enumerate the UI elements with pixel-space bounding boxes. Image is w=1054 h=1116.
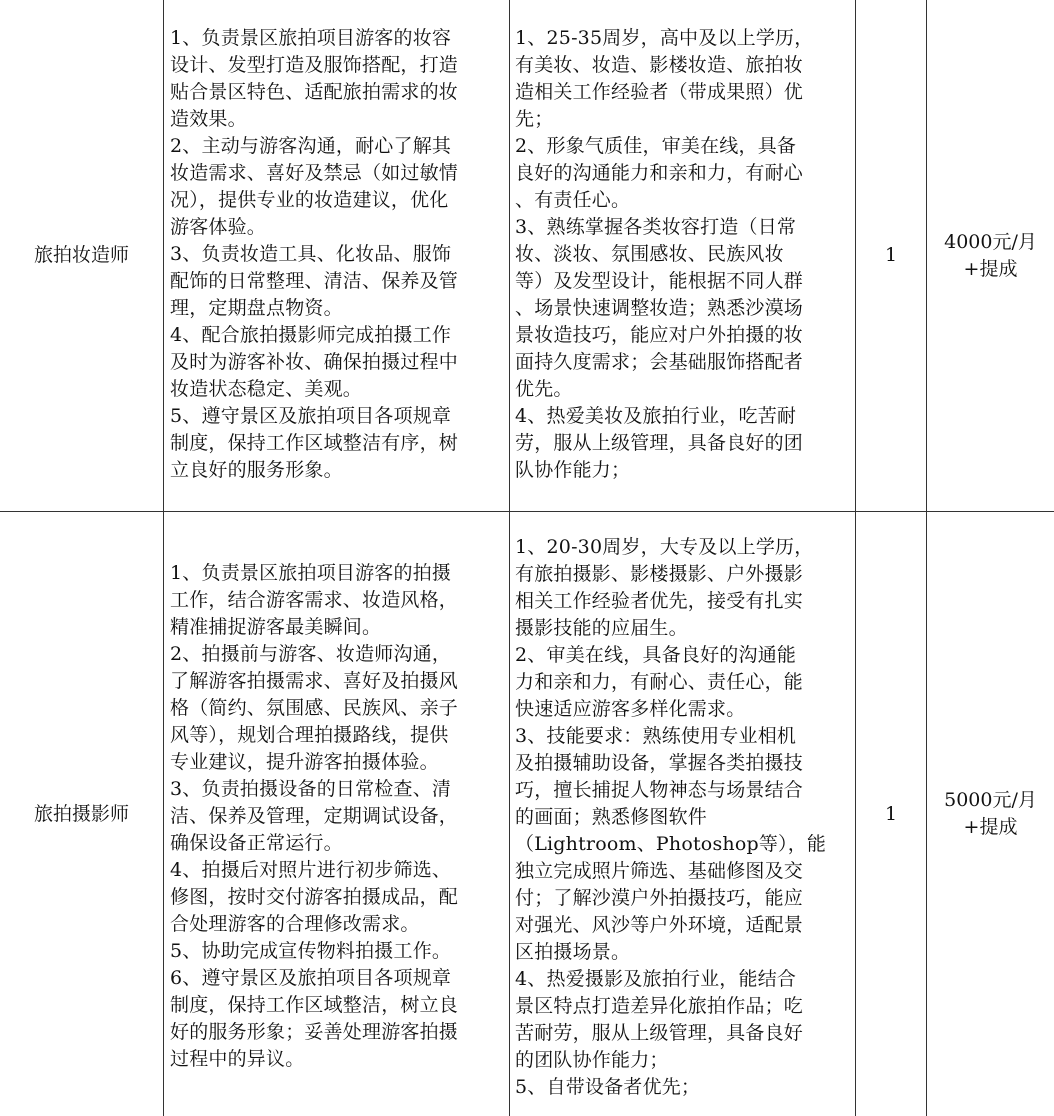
duty-line: 1、负责景区旅拍项目游客的妆容: [170, 27, 452, 49]
duty-line: 造效果。: [170, 108, 247, 130]
requirement-line: 面持久度需求；会基础服饰搭配者: [515, 351, 804, 373]
requirement-line: 4、热爱摄影及旅拍行业，能结合: [515, 968, 797, 990]
requirement-line: 相关工作经验者优先，接受有扎实: [515, 590, 804, 612]
duties-cell: [164, 0, 509, 511]
requirement-line: 、场景快速调整妆造；熟悉沙漠场: [515, 297, 804, 319]
requirement-line: 快速适应游客多样化需求。: [515, 698, 746, 720]
requirement-line: 劳，服从上级管理，具备良好的团: [515, 432, 804, 454]
headcount: 1: [884, 244, 898, 266]
requirement-line: 1、25-35周岁，高中及以上学历，: [515, 27, 814, 49]
requirement-line: 良好的沟通能力和亲和力，有耐心: [515, 162, 804, 184]
requirements-cell: [510, 0, 855, 511]
salary-amount: 4000元/月: [944, 230, 1037, 253]
duty-line: 了解游客拍摄需求、喜好及拍摄风: [170, 670, 459, 692]
requirements-text: [515, 25, 855, 484]
requirement-line: 先；: [515, 108, 554, 130]
duty-line: 格（简约、氛围感、民族风、亲子: [170, 697, 459, 719]
requirement-line: 3、技能要求：熟练使用专业相机: [515, 725, 797, 747]
duty-line: 3、负责妆造工具、化妆品、服饰: [170, 243, 452, 265]
duty-line: 5、遵守景区及旅拍项目各项规章: [170, 405, 452, 427]
duty-line: 3、负责拍摄设备的日常检查、清: [170, 778, 452, 800]
headcount-cell: [856, 512, 926, 1116]
requirement-line: 苦耐劳，服从上级管理，具备良好: [515, 1022, 804, 1044]
duty-line: 风等），规划合理拍摄路线，提供: [170, 724, 449, 746]
salary-bonus: +提成: [963, 257, 1018, 280]
requirement-line: 的画面；熟悉修图软件: [515, 806, 708, 828]
requirement-line: 2、形象气质佳，审美在线，具备: [515, 135, 797, 157]
requirement-line: 付；了解沙漠户外拍摄技巧，能应: [515, 887, 804, 909]
salary-bonus: +提成: [963, 816, 1018, 838]
requirement-line: 的团队协作能力；: [515, 1049, 669, 1071]
duty-line: 5、协助完成宣传物料拍摄工作。: [170, 940, 452, 962]
duty-line: 工作，结合游客需求、妆造风格，: [170, 589, 459, 611]
requirement-line: 等）及发型设计，能根据不同人群: [515, 270, 804, 292]
salary-cell: [927, 0, 1054, 511]
duty-line: 妆造需求、喜好及禁忌（如过敏情: [170, 162, 459, 184]
requirement-line: 队协作能力；: [515, 459, 631, 481]
duty-line: 确保设备正常运行。: [170, 832, 343, 854]
duty-line: 游客体验。: [170, 216, 267, 238]
duty-line: 好的服务形象；妥善处理游客拍摄: [170, 1021, 459, 1043]
requirement-line: 巧，擅长捕捉人物神态与场景结合: [515, 779, 804, 801]
duties-text: [170, 560, 509, 1073]
requirement-line: 摄影技能的应届生。: [515, 617, 688, 639]
requirement-line: 1、20-30周岁，大专及以上学历，: [515, 536, 814, 558]
requirement-line: 有旅拍摄影、影楼摄影、户外摄影: [515, 563, 804, 585]
duties-cell: [164, 512, 509, 1116]
requirement-line: 2、审美在线，具备良好的沟通能: [515, 644, 797, 666]
table-row: [0, 0, 1054, 511]
duty-line: 4、配合旅拍摄影师完成拍摄工作: [170, 324, 452, 346]
duty-line: 专业建议，提升游客拍摄体验。: [170, 751, 439, 773]
duty-line: 设计、发型打造及服饰搭配，打造: [170, 54, 459, 76]
duty-line: 配饰的日常整理、清洁、保养及管: [170, 270, 459, 292]
position-cell: [0, 512, 163, 1116]
requirement-line: 对强光、风沙等户外环境，适配景: [515, 914, 804, 936]
duty-line: 妆造状态稳定、美观。: [170, 378, 363, 400]
position-name: 旅拍摄影师: [33, 802, 129, 825]
duty-line: 过程中的异议。: [170, 1048, 305, 1070]
position-name: 旅拍妆造师: [33, 244, 129, 266]
duty-line: 况），提供专业的妆造建议，优化: [170, 189, 449, 211]
salary-cell: [927, 512, 1054, 1116]
requirements-text: [515, 534, 855, 1101]
requirements-cell: [510, 512, 855, 1116]
headcount-cell: [856, 0, 926, 511]
requirement-line: 景区特点打造差异化旅拍作品；吃: [515, 995, 804, 1017]
duty-line: 制度，保持工作区域整洁，树立良: [170, 994, 459, 1016]
table-row: [0, 512, 1054, 1116]
requirement-line: 独立完成照片筛选、基础修图及交: [515, 860, 804, 882]
duty-line: 4、拍摄后对照片进行初步筛选、: [170, 859, 452, 881]
salary-amount: 5000元/月: [944, 789, 1037, 811]
requirement-line: （Lightroom、Photoshop等），能: [515, 833, 827, 855]
requirement-line: 及拍摄辅助设备，掌握各类拍摄技: [515, 752, 804, 774]
requirement-line: 有美妆、妆造、影楼妆造、旅拍妆: [515, 54, 804, 76]
duty-line: 及时为游客补妆、确保拍摄过程中: [170, 351, 459, 373]
requirement-line: 优先。: [515, 378, 573, 400]
duty-line: 2、拍摄前与游客、妆造师沟通，: [170, 643, 452, 665]
duty-line: 合处理游客的合理修改需求。: [170, 913, 420, 935]
duty-line: 6、遵守景区及旅拍项目各项规章: [170, 967, 452, 989]
duty-line: 制度，保持工作区域整洁有序，树: [170, 432, 459, 454]
duty-line: 立良好的服务形象。: [170, 459, 343, 481]
duties-text: [170, 25, 509, 484]
duty-line: 1、负责景区旅拍项目游客的拍摄: [170, 562, 452, 584]
duty-line: 修图，按时交付游客拍摄成品，配: [170, 886, 459, 908]
duty-line: 理，定期盘点物资。: [170, 297, 343, 319]
headcount: 1: [884, 802, 898, 825]
requirement-line: 景妆造技巧，能应对户外拍摄的妆: [515, 324, 804, 346]
duty-line: 精准捕捉游客最美瞬间。: [170, 616, 382, 638]
position-cell: [0, 0, 163, 511]
requirement-line: 妆、淡妆、氛围感妆、民族风妆: [515, 243, 784, 265]
requirement-line: 造相关工作经验者（带成果照）优: [515, 81, 804, 103]
duty-line: 2、主动与游客沟通，耐心了解其: [170, 135, 452, 157]
requirement-line: 、有责任心。: [515, 189, 631, 211]
duty-line: 贴合景区特色、适配旅拍需求的妆: [170, 81, 459, 103]
requirement-line: 4、热爱美妆及旅拍行业，吃苦耐: [515, 405, 797, 427]
duty-line: 洁、保养及管理，定期调试设备，: [170, 805, 459, 827]
requirement-line: 力和亲和力，有耐心、责任心，能: [515, 671, 804, 693]
requirement-line: 5、自带设备者优先；: [515, 1076, 701, 1098]
requirement-line: 3、熟练掌握各类妆容打造（日常: [515, 216, 797, 238]
requirement-line: 区拍摄场景。: [515, 941, 631, 963]
